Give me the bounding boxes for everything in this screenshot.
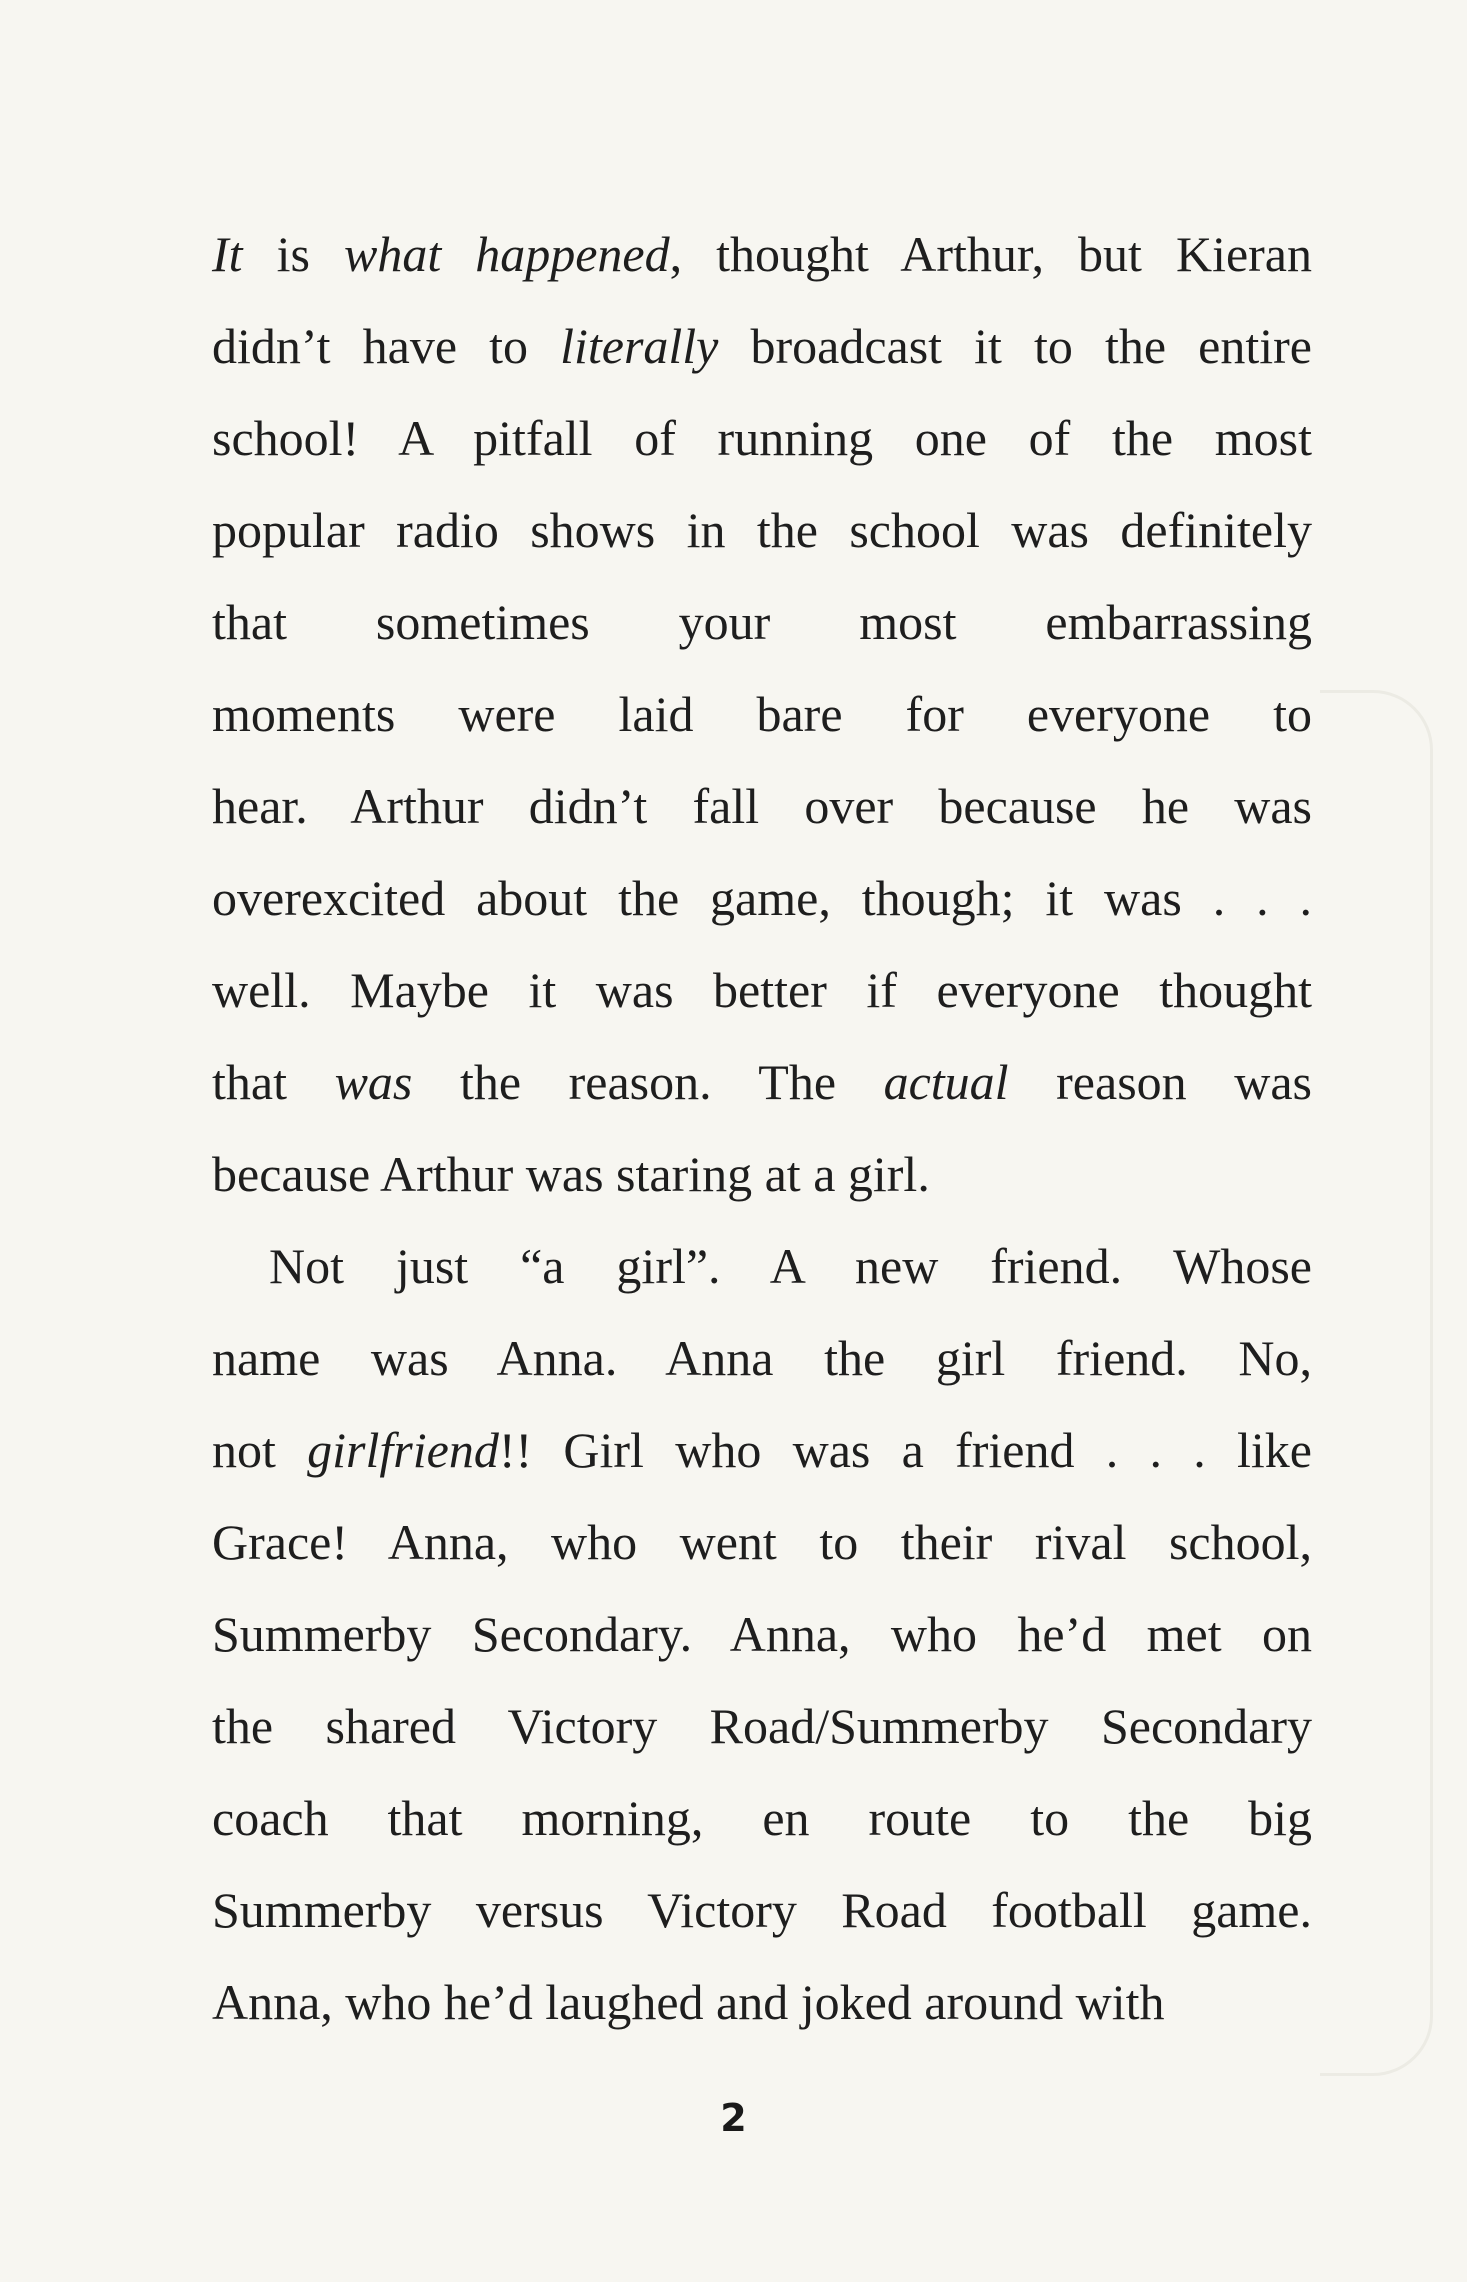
text-line [212,1956,1312,2048]
text-run: name was Anna. Anna the girl friend. No, [212,1330,1312,1386]
text-run: that [212,1054,335,1110]
page-number: 2 [720,2096,747,2140]
text-run: that sometimes your most embarrassing [212,594,1312,650]
text-run: because Arthur was staring at a girl. [212,1146,930,1202]
text-run: moments were laid bare for everyone to [212,686,1312,742]
text-line [212,484,1312,576]
text-run: Anna, who he’d laughed and joked around with [212,1974,1165,2030]
text-line [212,852,1312,944]
text-run: not [212,1422,308,1478]
text-run: well. Maybe it was better if everyone thought [212,962,1312,1018]
text-line [212,1312,1312,1404]
text-run: Not just “a girl”. A new friend. Whose [269,1238,1312,1294]
text-run: broadcast it to the entire [718,318,1312,374]
text-run: overexcited about the game, though; it was . . . [212,870,1312,926]
text-line [212,1036,1312,1128]
text-run: , thought Arthur, but Kieran [669,226,1312,282]
text-run: hear. Arthur didn’t fall over because he was [212,778,1312,834]
text-line [212,760,1312,852]
text-line [212,1496,1312,1588]
body-text [212,208,1312,2048]
text-line [212,576,1312,668]
text-run: !! Girl who was a friend . . . like [498,1422,1312,1478]
text-run: the shared Victory Road/Summerby Secondary [212,1698,1312,1754]
text-run: school! A pitfall of running one of the most [212,410,1312,466]
text-run: Summerby Secondary. Anna, who he’d met on [212,1606,1312,1662]
text-line [212,1864,1312,1956]
text-run: is [242,226,344,282]
text-line [212,1128,1312,1220]
italic-text: girlfriend [307,1422,499,1478]
text-run: Summerby versus Victory Road football game. [212,1882,1312,1938]
text-run: Grace! Anna, who went to their rival school, [212,1514,1312,1570]
text-run: the reason. The [412,1054,884,1110]
text-line [212,300,1312,392]
italic-text: was [334,1054,413,1110]
text-line [212,944,1312,1036]
text-line [212,668,1312,760]
text-line [212,1220,1312,1312]
text-run: popular radio shows in the school was definitely [212,502,1312,558]
text-run: didn’t have to [212,318,561,374]
text-line [212,1588,1312,1680]
italic-text: It [212,226,243,282]
text-run: reason was [1008,1054,1312,1110]
italic-text: what happened [343,226,670,282]
text-line [212,1680,1312,1772]
italic-text: actual [883,1054,1009,1110]
text-line [212,1404,1312,1496]
text-run: coach that morning, en route to the big [212,1790,1312,1846]
italic-text: literally [560,318,719,374]
text-line [212,1772,1312,1864]
text-line [212,208,1312,300]
text-line [212,392,1312,484]
bleed-through-frame [1320,690,1433,2076]
